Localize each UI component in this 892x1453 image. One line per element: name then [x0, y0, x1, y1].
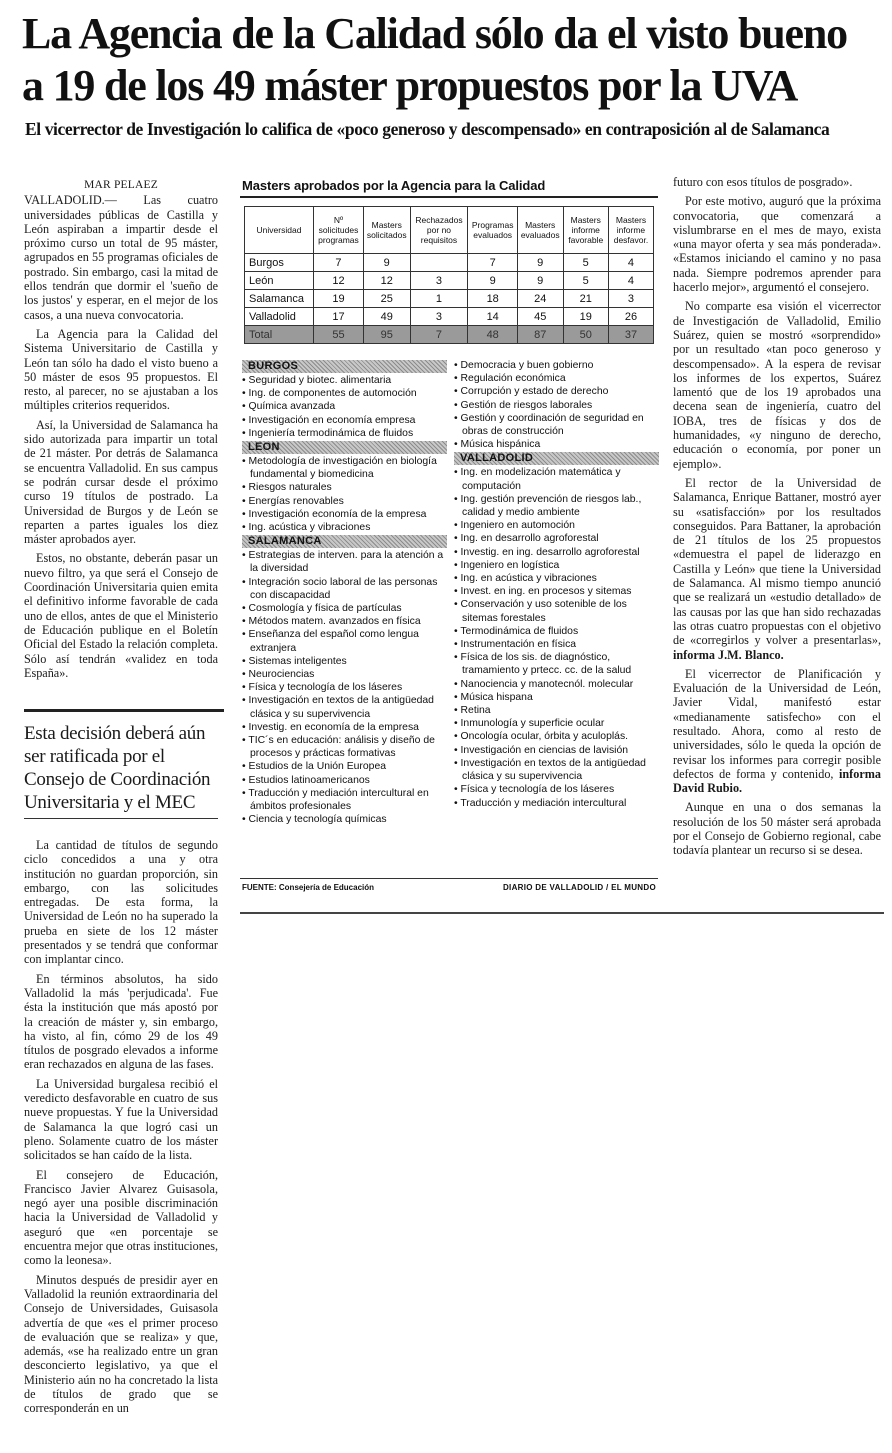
table-value-cell: 25 — [363, 290, 410, 308]
list-item: • Ing. acústica y vibraciones — [242, 521, 447, 534]
table-value-cell: 3 — [410, 272, 468, 290]
list-item: • Invest. en ing. en procesos y sitemas — [454, 585, 659, 598]
table-value-cell: 7 — [410, 326, 468, 344]
list-item: • Riesgos naturales — [242, 481, 447, 494]
table-university-cell: Total — [245, 326, 314, 344]
list-item: • Integración socio laboral de las personas con discapacidad — [242, 576, 447, 602]
list-item: • Estudios latinoamericanos — [242, 774, 447, 787]
table-value-cell — [410, 254, 468, 272]
list-item: • Química avanzada — [242, 400, 447, 413]
table-header-cell: Masters informe desfavor. — [608, 207, 653, 254]
list-item: • Traducción y mediación intercultural en ámbitos profesionales — [242, 787, 447, 813]
table-value-cell: 5 — [563, 254, 608, 272]
list-item: • Física y tecnología de los láseres — [242, 681, 447, 694]
table-value-cell: 21 — [563, 290, 608, 308]
list-item: • Nanociencia y manotecnól. molecular — [454, 678, 659, 691]
list-item: • Gestión y coordinación de seguridad en obras de construcción — [454, 412, 659, 438]
list-item: • Enseñanza del español como lengua extranjera — [242, 628, 447, 654]
paragraph: Minutos después de presidir ayer en Valladolid la reunión extraordinaria del Consejo de Universidades, Guisasola advertía de que «es el primer proceso de evaluación que se realiza» y que, además, «se ha realizado entre un gran desconcierto legislativo, ya que el Ministerio aún no ha concretado la lista de títulos de grado que se corresponderán en un — [24, 1272, 218, 1416]
list-item: • Ing. en modelización matemática y computación — [454, 466, 659, 492]
table-university-cell: León — [245, 272, 314, 290]
table-value-cell: 5 — [563, 272, 608, 290]
list-item: • Ingeniero en logística — [454, 559, 659, 572]
table-row — [245, 290, 654, 308]
list-item: • Corrupción y estado de derecho — [454, 385, 659, 398]
table-value-cell: 4 — [608, 272, 653, 290]
infographic-bottom-rule — [240, 912, 884, 914]
table-university-cell: Valladolid — [245, 308, 314, 326]
list-item: • Investigación en textos de la antigüedad clásica y su supervivencia — [454, 757, 659, 783]
list-item: • Cosmología y física de partículas — [242, 602, 447, 615]
table-header-cell: Universidad — [245, 207, 314, 254]
paragraph: Aunque en una o dos semanas la resolución de los 50 máster será aprobada por el Consejo de Gobierno regional, cabe todavía plantear un recurso si se desea. — [673, 800, 881, 858]
paragraph: Por este motivo, auguró que la próxima convocatoria, que comenzará a vislumbrarse en el mes de mayo, exista «una mayor oferta y sea más ponderada». «Estamos iniciando el camino y no pasa nada. Siempre podremos aprender para hacerlo mejor», argumentó el consejero. — [673, 194, 881, 295]
list-item: • Investig. en economía de la empresa — [242, 721, 447, 734]
paragraph: En términos absolutos, ha sido Valladolid la más 'perjudicada'. Fue ésta la institución que más apostó por la creación de máster y, sin embargo, ha visto, al fin, cómo 29 de los 49 títulos de posgrado elevados a informe eran rechazados en alguna de las fases. — [24, 971, 218, 1072]
list-item: • Regulación económica — [454, 372, 659, 385]
article-column-1 — [24, 178, 218, 685]
table-value-cell: 18 — [468, 290, 517, 308]
table-row — [245, 326, 654, 344]
paragraph: No comparte esa visión el vicerrector de Investigación de Valladolid, Emilio Suárez, quien se mostró «sorprendido» por un resultado «tan poco generoso y descompensado». A la espera de revisar los informes de los expertos, Suárez lamentó que de los 19 aprobados una decena sean de ingeniería, cuatro del IOBA, tres de físicas y dos de humanidades, «y ninguno de derecho, educación o economía, por poner un ejemplo». — [673, 299, 881, 471]
list-item: • Inmunología y superficie ocular — [454, 717, 659, 730]
list-item: • Gestión de riesgos laborales — [454, 399, 659, 412]
table-value-cell: 7 — [468, 254, 517, 272]
headline-line-2: a 19 de los 49 máster propuestos por la UVA — [22, 61, 798, 110]
table-value-cell: 87 — [517, 326, 563, 344]
table-value-cell: 55 — [314, 326, 364, 344]
section-header: BURGOS — [242, 360, 447, 373]
list-item: • Metodología de investigación en biología fundamental y biomedicina — [242, 455, 447, 481]
paragraph-text: El rector de la Universidad de Salamanca, Enrique Battaner, mostró ayer su «satisfacción» por los resultados conseguidos. Para Battaner, la aprobación de 21 títulos de los 25 propuestos «demuestra el papel de liderazgo en Castilla y León» que tiene la Universidad de Salamanca. Al mismo tiempo anunció que se realizará un «estudio detallado» de las causas por las que han sido rechazadas las otras cuatro propuestas con el objetivo de «corregirlos y volver a presentarlas», — [673, 475, 881, 648]
paragraph: Estos, no obstante, deberán pasar un nuevo filtro, ya que será el Consejo de Coordinación Universitaria quien emita el definitivo informe favorable de cada uno de ellos, antes de que el Ministerio de Educación publique en el Boletín Oficial del Estado la relación completa. Sólo así tendrán «validez en toda España». — [24, 551, 218, 680]
list-item: • Ingeniero en automoción — [454, 519, 659, 532]
list-item: • Ing. en acústica y vibraciones — [454, 572, 659, 585]
masters-list-right — [454, 359, 659, 810]
list-item: • Oncología ocular, órbita y aculoplás. — [454, 730, 659, 743]
table-header-cell: Nº solicitudes programas — [314, 207, 364, 254]
table-value-cell: 17 — [314, 308, 364, 326]
list-item: • Investigación en economía empresa — [242, 414, 447, 427]
table-value-cell: 1 — [410, 290, 468, 308]
list-item: • Energías renovables — [242, 495, 447, 508]
headline-line-1: La Agencia de la Calidad sólo da el visto bueno — [22, 9, 847, 58]
list-item: • Neurociencias — [242, 668, 447, 681]
table-value-cell: 45 — [517, 308, 563, 326]
list-item: • Seguridad y biotec. alimentaria — [242, 374, 447, 387]
table-value-cell: 4 — [608, 254, 653, 272]
list-item: • Estrategias de interven. para la atención a la diversidad — [242, 549, 447, 575]
paragraph — [673, 667, 881, 796]
list-item: • TIC´s en educación: análisis y diseño de procesos y prácticas formativas — [242, 734, 447, 760]
table-value-cell: 9 — [363, 254, 410, 272]
list-item: • Retina — [454, 704, 659, 717]
table-value-cell: 12 — [314, 272, 364, 290]
table-value-cell: 19 — [563, 308, 608, 326]
table-value-cell: 9 — [468, 272, 517, 290]
subheadline: El vicerrector de Investigación lo califica de «poco generoso y descompensado» en contraposición al de Salamanca — [25, 119, 830, 139]
table-value-cell: 7 — [314, 254, 364, 272]
table-header-cell: Rechazados por no requisitos — [410, 207, 468, 254]
paragraph-text: El vicerrector de Planificación y Evaluación de la Universidad de León, Javier Vidal, manifestó estar «medianamente satisfecho» con el resultado. Ahora, como al resto de universidades, sólo le queda la opción de revisar los informes para corregir posible defectos de forma y contenido, — [673, 666, 881, 781]
table-header-cell: Masters evaluados — [517, 207, 563, 254]
article-column-1-continued — [24, 838, 218, 1448]
masters-list-left — [242, 359, 447, 827]
list-item: • Física y tecnología de los láseres — [454, 783, 659, 796]
list-item: • Ing. en desarrollo agroforestal — [454, 532, 659, 545]
paragraph: futuro con esos títulos de posgrado». — [673, 175, 853, 189]
masters-table — [244, 206, 654, 344]
infographic-source: FUENTE: Consejería de Educación — [242, 883, 375, 892]
paragraph: La Universidad burgalesa recibió el veredicto desfavorable en cuatro de sus nueve propuestas. Y fue la Universidad de Salamanca la que logró casi un pleno. Solamente cuatro de los máster solicitados se han caído de la lista. — [24, 1076, 218, 1163]
list-item: • Estudios de la Unión Europea — [242, 760, 447, 773]
signature: informa J.M. Blanco. — [673, 647, 784, 662]
paragraph: VALLADOLID.— Las cuatro universidades públicas de Castilla y León aspiraban a impartir desde el próximo curso un total de 95 máster, agrupados en 55 programas oficiales de postrado. Sin embargo, casi la mitad de ellos tendrán que dormir el 'sueño de los justos' y esperar, en el mejor de los casos, a una nueva convocatoria. — [24, 193, 218, 322]
paragraph: La Agencia para la Calidad del Sistema Universitario de Castilla y León tan sólo ha dado el visto bueno a 50 máster de esos 95 propuestos. El resto, al parecer, no se ajustaban a los múltiples criterios requeridos. — [24, 326, 218, 413]
list-item: • Ing. de componentes de automoción — [242, 387, 447, 400]
table-body — [245, 254, 654, 344]
list-item: • Conservación y uso sotenible de los sitemas forestales — [454, 598, 659, 624]
byline: MAR PELAEZ — [84, 179, 158, 191]
pull-quote: Esta decisión deberá aún ser ratificada por el Consejo de Coordinación Universitaria y el MEC — [24, 709, 224, 814]
table-value-cell: 95 — [363, 326, 410, 344]
table-value-cell: 48 — [468, 326, 517, 344]
pull-quote-rule — [24, 818, 218, 819]
list-item: • Música hispánica — [454, 438, 659, 451]
list-item: • Ingeniería termodinámica de fluidos — [242, 427, 447, 440]
table-row — [245, 272, 654, 290]
table-value-cell: 50 — [563, 326, 608, 344]
table-university-cell: Salamanca — [245, 290, 314, 308]
list-item: • Física de los sis. de diagnóstico, tramamiento y prtecc. cc. de la salud — [454, 651, 659, 677]
section-header: LEON — [242, 441, 447, 454]
list-item: • Investigación en ciencias de lavisión — [454, 744, 659, 757]
table-row — [245, 254, 654, 272]
table-value-cell: 26 — [608, 308, 653, 326]
infographic-footer-rule — [240, 878, 658, 879]
paragraph: Así, la Universidad de Salamanca ha sido autorizada para impartir un total de 21 máster. Por detrás de Salamanca se encuentra Valladolid. En sus campus se podrán cursar desde el próximo curso 19 títulos de postrado. La Universidad de Burgos y de León se reparten a partes iguales los diez máster aprobados ayer. — [24, 417, 218, 547]
table-value-cell: 49 — [363, 308, 410, 326]
table-value-cell: 9 — [517, 272, 563, 290]
table-value-cell: 24 — [517, 290, 563, 308]
list-item: • Investigación economía de la empresa — [242, 508, 447, 521]
table-row — [245, 308, 654, 326]
list-item: • Investig. en ing. desarrollo agroforestal — [454, 546, 659, 559]
article-column-3 — [673, 175, 881, 863]
headline — [22, 8, 882, 112]
table-value-cell: 3 — [608, 290, 653, 308]
table-value-cell: 14 — [468, 308, 517, 326]
list-item: • Música hispana — [454, 691, 659, 704]
list-item: • Democracia y buen gobierno — [454, 359, 659, 372]
list-item: • Métodos matem. avanzados en física — [242, 615, 447, 628]
table-value-cell: 19 — [314, 290, 364, 308]
list-item: • Instrumentación en física — [454, 638, 659, 651]
list-item: • Investigación en textos de la antigüedad clásica y su supervivencia — [242, 694, 447, 720]
section-header: VALLADOLID — [454, 452, 659, 465]
paragraph: El consejero de Educación, Francisco Javier Alvarez Guisasola, negó ayer una posible discriminación hacia la Universidad de Valladolid y aseguró que «en porcentaje se encuentra mejor que otras instituciones, como la leonesa». — [24, 1167, 218, 1268]
table-value-cell: 9 — [517, 254, 563, 272]
table-header-cell: Masters informe favorable — [563, 207, 608, 254]
list-item: • Termodinámica de fluidos — [454, 625, 659, 638]
table-header-cell: Programas evaluados — [468, 207, 517, 254]
table-university-cell: Burgos — [245, 254, 314, 272]
list-item: • Sistemas inteligentes — [242, 655, 447, 668]
paragraph — [673, 476, 881, 662]
table-value-cell: 37 — [608, 326, 653, 344]
list-item: • Traducción y mediación intercultural — [454, 797, 659, 810]
table-header-cell: Masters solicitados — [363, 207, 410, 254]
paragraph: La cantidad de títulos de segundo ciclo concedidos a una y otra institución no guardan proporción, sin embargo, con las solicitudes entregadas. De esta forma, la Universidad de León no ha superado la prueba en siete de los 12 máster presentados y se tendrá que conformar con implantar cinco. — [24, 838, 218, 967]
infographic — [240, 178, 658, 898]
infographic-title: Masters aprobados por la Agencia para la Calidad — [242, 178, 546, 193]
list-item: • Ciencia y tecnología químicas — [242, 813, 447, 826]
infographic-title-rule — [240, 196, 658, 198]
signature: informa David Rubio. — [673, 766, 881, 796]
table-value-cell: 12 — [363, 272, 410, 290]
table-value-cell: 3 — [410, 308, 468, 326]
list-item: • Ing. gestión prevención de riesgos lab., calidad y medio ambiente — [454, 493, 659, 519]
table-header-row — [245, 207, 654, 254]
section-header: SALAMANCA — [242, 535, 447, 548]
infographic-credit: DIARIO DE VALLADOLID / EL MUNDO — [502, 883, 656, 892]
